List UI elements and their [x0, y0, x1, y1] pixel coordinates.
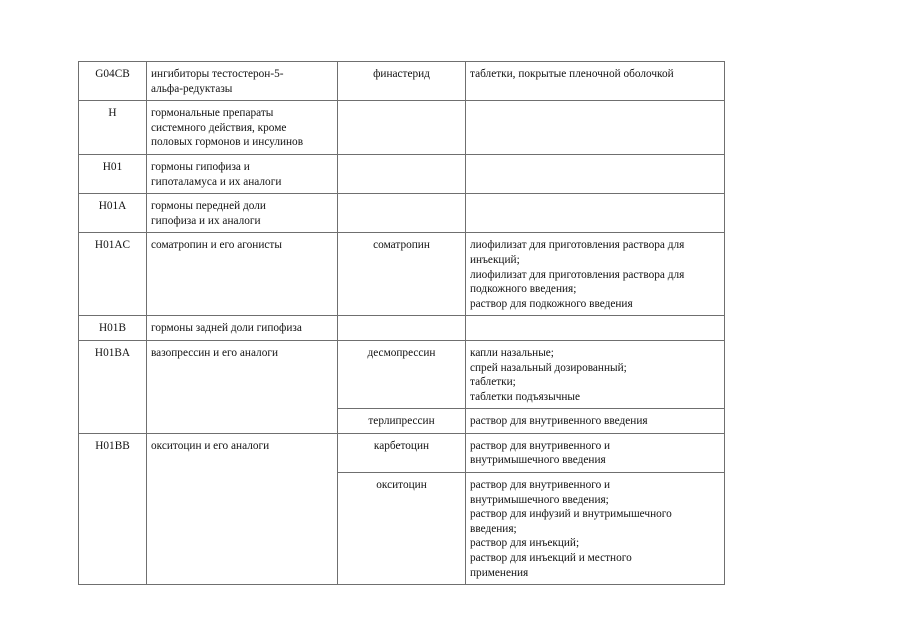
table-row: [79, 233, 725, 316]
dosage-form-line: капли назальные;: [470, 346, 554, 359]
dosage-form-line: раствор для инъекций;: [470, 537, 580, 550]
table-row: [79, 194, 725, 233]
dosage-form-line: раствор для подкожного введения: [470, 297, 633, 310]
dosage-form-line: спрей назальный дозированный;: [470, 361, 627, 374]
atc-code: H01BA: [94, 346, 131, 359]
group-cell: [147, 316, 338, 341]
group-cell: [147, 62, 338, 101]
group-line: системного действия, кроме: [151, 121, 287, 134]
table-row: [79, 62, 725, 101]
table-row: [79, 101, 725, 155]
atc-code-cell: [79, 316, 147, 341]
dosage-form-line: внутримышечного введения: [470, 454, 606, 467]
atc-code-cell: [79, 62, 147, 101]
drug-cell: [338, 194, 466, 233]
dosage-form-line: таблетки;: [470, 376, 516, 389]
atc-code: H01BB: [95, 439, 130, 452]
drug-cell: [338, 62, 466, 101]
atc-code: H01AC: [94, 239, 131, 252]
drug-name: соматропин: [373, 239, 430, 252]
atc-code-cell: [79, 194, 147, 233]
drug-cell: [338, 340, 466, 408]
dosage-form-line: инъекций;: [470, 253, 520, 266]
table-row: [79, 340, 725, 408]
dosage-form-line: лиофилизат для приготовления раствора для: [470, 239, 685, 252]
dosage-form-cell: [466, 409, 725, 434]
atc-code: H01A: [98, 200, 127, 213]
group-cell: [147, 154, 338, 193]
drug-name: терлипрессин: [368, 415, 435, 428]
group-cell: [147, 194, 338, 233]
dosage-form-cell: [466, 316, 725, 341]
dosage-form-line: раствор для инъекций и местного: [470, 552, 632, 565]
table-row: [79, 154, 725, 193]
dosage-form-cell: [466, 154, 725, 193]
atc-code-cell: [79, 154, 147, 193]
group-cell: [147, 433, 338, 584]
drug-classification-table: [78, 61, 725, 585]
dosage-form-cell: [466, 340, 725, 408]
atc-code-cell: [79, 433, 147, 584]
atc-code: H01: [102, 160, 123, 173]
drug-name: десмопрессин: [367, 346, 436, 359]
drug-cell: [338, 473, 466, 585]
group-cell: [147, 340, 338, 433]
group-line: половых гормонов и инсулинов: [151, 136, 304, 149]
group-line: гормональные препараты: [151, 107, 274, 120]
atc-code-cell: [79, 101, 147, 155]
dosage-form-line: внутримышечного введения;: [470, 493, 609, 506]
drug-name: карбетоцин: [373, 439, 430, 452]
drug-cell: [338, 101, 466, 155]
dosage-form-cell: [466, 433, 725, 472]
group-line: гипоталамуса и их аналоги: [151, 175, 282, 188]
group-line: гормоны задней доли гипофиза: [151, 322, 302, 335]
drug-cell: [338, 433, 466, 472]
group-cell: [147, 101, 338, 155]
dosage-form-cell: [466, 233, 725, 316]
drug-cell: [338, 233, 466, 316]
dosage-form-line: раствор для внутривенного и: [470, 439, 611, 452]
dosage-form-cell: [466, 101, 725, 155]
dosage-form-line: таблетки, покрытые пленочной оболочкой: [470, 68, 674, 80]
group-line: ингибиторы тестостерон-5-: [151, 68, 284, 80]
drug-cell: [338, 409, 466, 434]
group-line: соматропин и его агонисты: [151, 239, 282, 252]
group-line: окситоцин и его аналоги: [151, 439, 270, 452]
atc-code-cell: [79, 233, 147, 316]
dosage-form-line: раствор для внутривенного и: [470, 479, 611, 492]
group-line: гипофиза и их аналоги: [151, 214, 261, 227]
group-line: альфа-редуктазы: [151, 82, 233, 95]
atc-code: H: [108, 107, 117, 120]
drug-name: финастерид: [373, 68, 430, 80]
atc-code: G04CB: [95, 68, 130, 80]
atc-code-cell: [79, 340, 147, 433]
dosage-form-line: лиофилизат для приготовления раствора для: [470, 268, 685, 281]
drug-name: окситоцин: [376, 479, 427, 492]
dosage-form-cell: [466, 62, 725, 101]
table-row: [79, 433, 725, 472]
group-line: гормоны гипофиза и: [151, 160, 250, 173]
dosage-form-line: таблетки подъязычные: [470, 390, 581, 403]
dosage-form-line: введения;: [470, 522, 517, 535]
dosage-form-line: раствор для инфузий и внутримышечного: [470, 508, 672, 521]
dosage-form-line: применения: [470, 566, 529, 579]
dosage-form-cell: [466, 473, 725, 585]
dosage-form-cell: [466, 194, 725, 233]
drug-cell: [338, 316, 466, 341]
dosage-form-line: раствор для внутривенного введения: [470, 415, 648, 428]
atc-code: H01B: [99, 322, 126, 335]
dosage-form-line: подкожного введения;: [470, 283, 577, 296]
table-row: [79, 316, 725, 341]
group-line: гормоны передней доли: [151, 200, 266, 213]
group-cell: [147, 233, 338, 316]
drug-cell: [338, 154, 466, 193]
group-line: вазопрессин и его аналоги: [151, 346, 279, 359]
